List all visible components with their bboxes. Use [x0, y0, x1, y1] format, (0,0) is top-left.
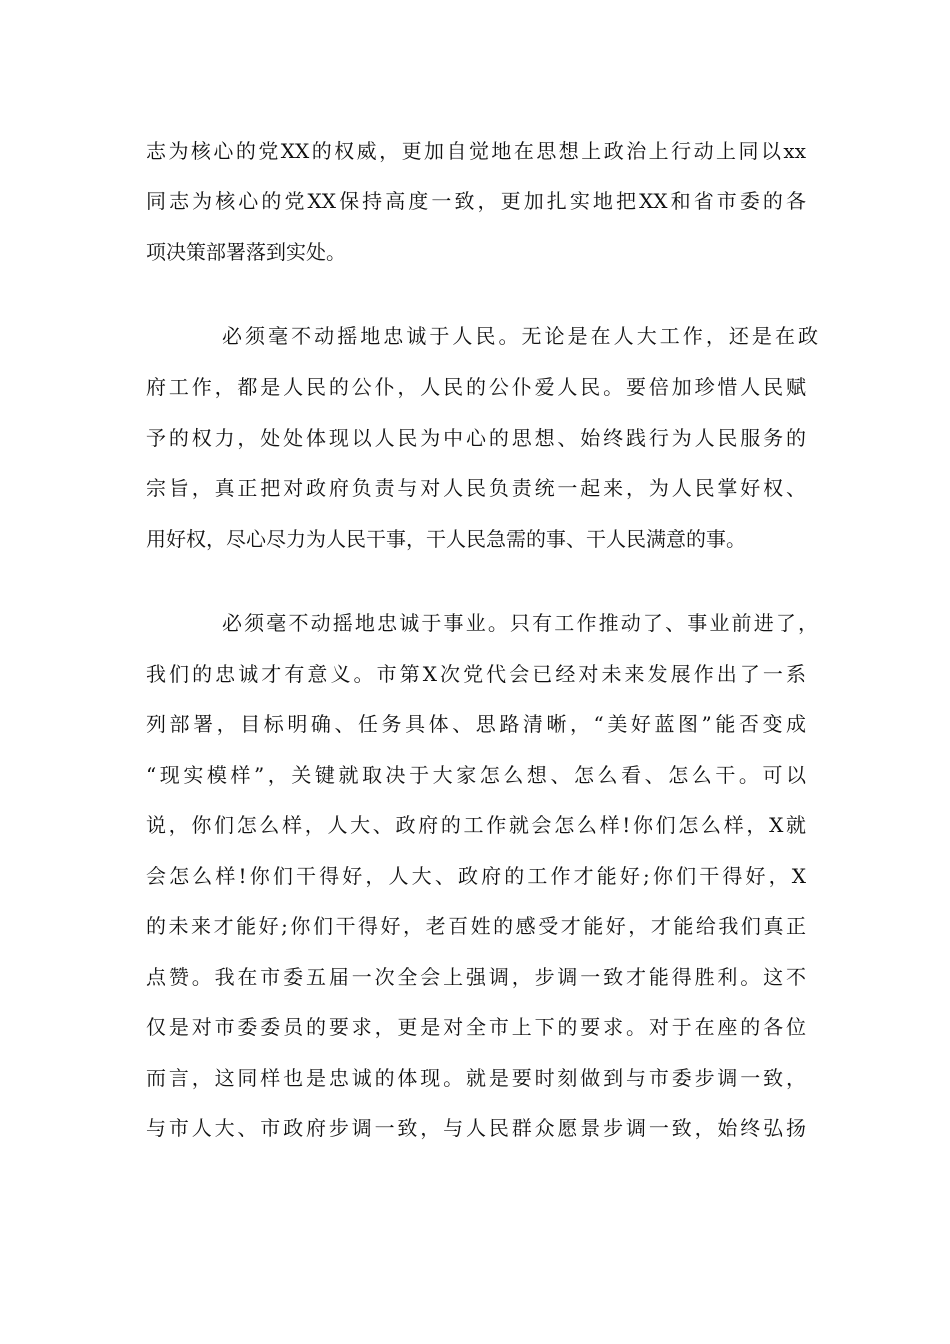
paragraph-line: 说，你们怎么样，人大、政府的工作就会怎么样!你们怎么样，X就 [146, 813, 806, 837]
paragraph-line: 必须毫不动摇地忠诚于事业。只有工作推动了、事业前进了， [222, 611, 818, 635]
paragraph-line: 必须毫不动摇地忠诚于人民。无论是在人大工作，还是在政 [222, 324, 818, 348]
paragraph-line: 而言，这同样也是忠诚的体现。就是要时刻做到与市委步调一致， [146, 1066, 806, 1090]
paragraph-line: 列部署，目标明确、任务具体、思路清晰，“美好蓝图”能否变成 [146, 712, 806, 736]
paragraph-line: 用好权，尽心尽力为人民干事，干人民急需的事、干人民满意的事。 [146, 527, 746, 551]
paragraph-line: 点赞。我在市委五届一次全会上强调，步调一致才能得胜利。这不 [146, 965, 806, 989]
paragraph-line: 仅是对市委委员的要求，更是对全市上下的要求。对于在座的各位 [146, 1015, 806, 1039]
paragraph-line: “现实模样”，关键就取决于大家怎么想、怎么看、怎么干。可以 [146, 763, 806, 787]
paragraph-line: 志为核心的党XX的权威，更加自觉地在思想上政治上行动上同以xx [146, 139, 806, 163]
paragraph-line: 同志为核心的党XX保持高度一致，更加扎实地把XX和省市委的各 [146, 189, 806, 213]
paragraph-line: 予的权力，处处体现以人民为中心的思想、始终践行为人民服务的 [146, 426, 806, 450]
paragraph-line: 我们的忠诚才有意义。市第X次党代会已经对未来发展作出了一系 [146, 662, 806, 686]
paragraph-line: 府工作，都是人民的公仆，人民的公仆爱人民。要倍加珍惜人民赋 [146, 375, 806, 399]
paragraph-line: 的未来才能好;你们干得好，老百姓的感受才能好，才能给我们真正 [146, 914, 806, 938]
paragraph-line: 与市人大、市政府步调一致，与人民群众愿景步调一致，始终弘扬 [146, 1116, 806, 1140]
paragraph-line: 会怎么样!你们干得好，人大、政府的工作才能好;你们干得好，X [146, 864, 806, 888]
paragraph-line: 项决策部署落到实处。 [146, 240, 346, 264]
paragraph-line: 宗旨，真正把对政府负责与对人民负责统一起来，为人民掌好权、 [146, 476, 806, 500]
